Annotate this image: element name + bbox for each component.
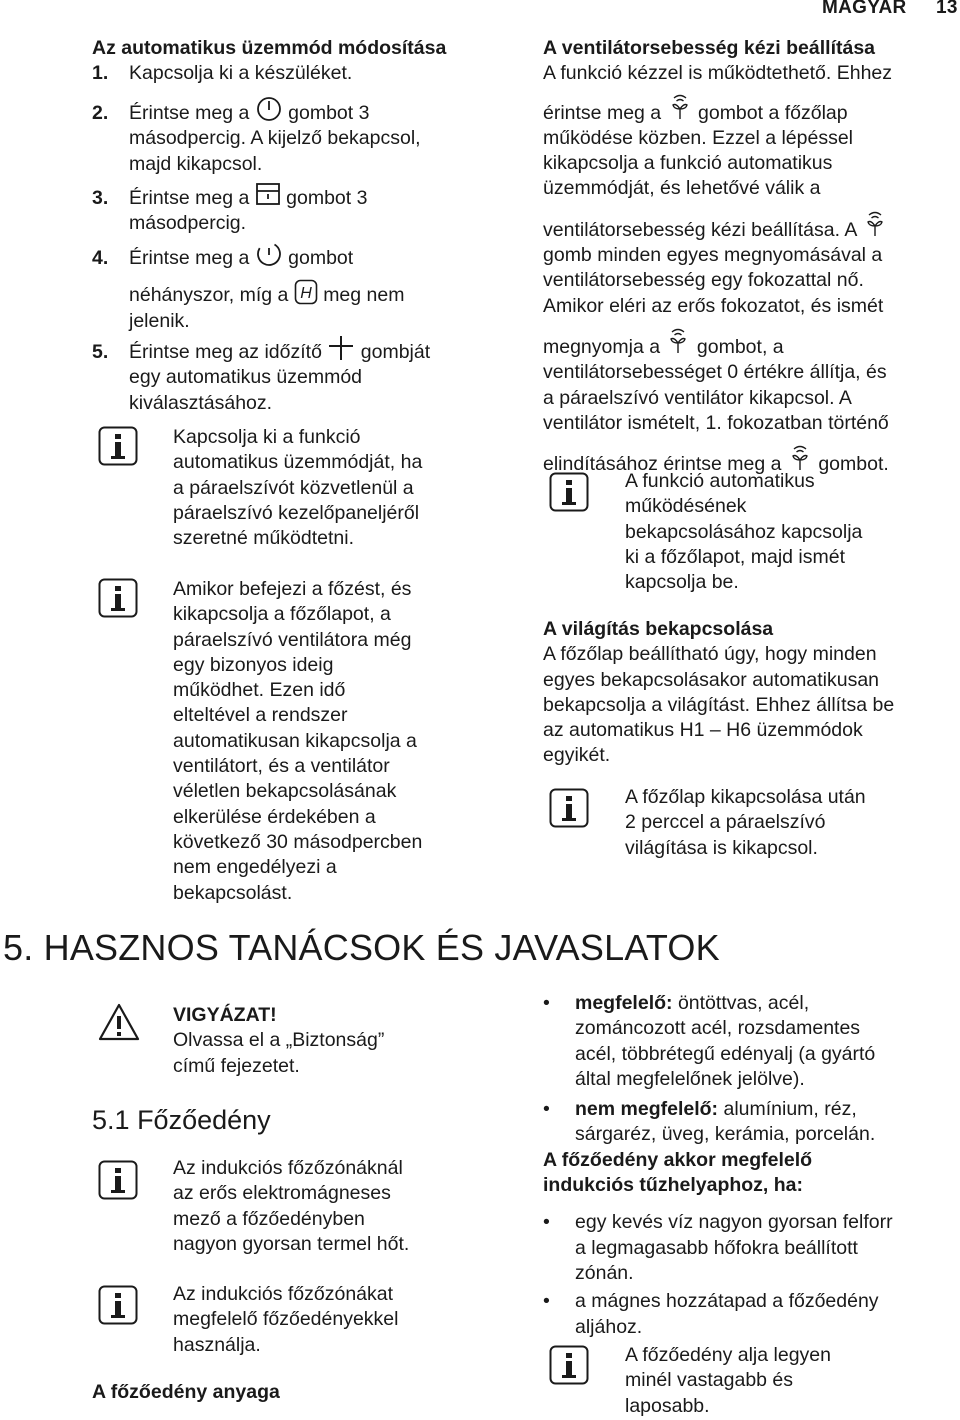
steps-list: [92, 61, 492, 86]
info-icon: [549, 1345, 589, 1385]
step-5: 5. Érintse meg az időzítő gombját egy automatikus üzemmód kiválasztásához.: [92, 334, 512, 416]
light-section: A világítás bekapcsolása A főzőlap beállítható úgy, hogy minden egyes bekapcsolásakor automatikusan bekapcsolja a világítást. Ehhez állítsa be az automatikus H1 – H6 üzemmódok egyikét.: [543, 618, 895, 767]
info-note-cookware: Az indukciós főzőzónákat megfelelő főzőedényekkel használja.: [173, 1283, 399, 1356]
warning-icon: [97, 1002, 141, 1042]
auto-mode-icon: [255, 240, 283, 268]
section-title: 5. HASZNOS TANÁCSOK ÉS JAVASLATOK: [3, 927, 720, 968]
info-note-auto-reset: A funkció automatikus működésének bekapcsolásához kapcsolja ki a főzőlapot, majd ismét kapcsolja be.: [625, 470, 863, 594]
material-list: • megfelelő: öntöttvas, acél, zománcozott acél, rozsdamentes acél, többrétegű edényalj (a gyártó által megfelelőnek jelölve). • nem megfelelő: alumínium, réz, sárgaréz, üveg, kerámia, porcelán. A főzőedény akkor megfelelő indukciós tűzhelyaphoz, ha: • egy kevés víz nagyon gyorsan felforr a legmagasabb hőfokra beállított zónán. • a mágnes hozzátapad a főzőedény aljához.: [543, 991, 958, 1340]
material-heading: A főzőedény anyaga: [92, 1381, 280, 1403]
list-item: • megfelelő: öntöttvas, acél, zománcozott acél, rozsdamentes acél, többrétegű edényalj (a gyártó által megfelelőnek jelölve).: [543, 992, 876, 1090]
info-note-fan-off: Amikor befejezi a főzést, és kikapcsolja a főzőlapot, a páraelszívó ventilátora még egy bizonyos ideig működhet. Ezen idő elteltével a rendszer automatikusan kikapcsolja a ventilátort, és a ventilátor véletlen bekapcsolásának elkerülése érdekében a következő 30 másodpercben nem engedélyezi a bekapcsolást.: [173, 578, 423, 904]
header-language: MAGYAR: [822, 0, 907, 18]
info-note-induction: Az indukciós főzőzónáknál az erős elektromágneses mező a főzőedényben nagyon gyorsan termel hőt.: [173, 1157, 410, 1255]
info-icon: [549, 788, 589, 828]
fan-icon: [665, 327, 691, 357]
info-note-bottom: A főzőedény alja legyen minél vastagabb és laposabb.: [625, 1344, 831, 1417]
info-note-auto-mode: Kapcsolja ki a funkció automatikus üzemmódját, ha a páraelszívót közvetlenül a páraelszívó kezelőpaneljéről szeretné működtetni.: [173, 426, 423, 550]
info-icon: [98, 1285, 138, 1325]
info-icon: [98, 426, 138, 466]
lock-icon: [255, 180, 281, 208]
fan-icon: [862, 210, 888, 240]
svg-text:H: H: [299, 285, 312, 303]
subsection-title: 5.1 Főzőedény: [92, 1105, 271, 1135]
step-1: 1. Kapcsolja ki a készüléket.: [92, 62, 353, 84]
step-2: 2. Érintse meg a gombot 3 másodpercig. A kijelző bekapcsol, majd kikapcsol.: [92, 95, 492, 177]
step-4: 4. Érintse meg a gombot néhányszor, míg a H meg nem jelenik.: [92, 240, 492, 334]
info-icon: [98, 578, 138, 618]
list-item: • egy kevés víz nagyon gyorsan felforr a legmagasabb hőfokra beállított zónán.: [543, 1211, 893, 1284]
step-3: 3. Érintse meg a gombot 3 másodpercig.: [92, 180, 492, 237]
h-display-icon: [294, 279, 318, 305]
info-note-light-off: A főzőlap kikapcsolása után 2 perccel a páraelszívó világítása is kikapcsol.: [625, 786, 866, 859]
info-icon: [98, 1160, 138, 1200]
warning-note: VIGYÁZAT! Olvassa el a „Biztonság” című fejezetet.: [173, 1004, 385, 1077]
fan-icon: [667, 93, 693, 123]
auto-mode-heading: Az automatikus üzemmód módosítása: [92, 37, 447, 59]
fan-manual-section: A ventilátorsebesség kézi beállítása A funkció kézzel is működtethető. Ehhez érintse meg a gombot a főzőlap működése közben. Ezzel a lépéssel kikapcsolja a funkció automatikus üzemmódját, és lehetővé válik a ventilátorsebesség kézi beállítása. A gomb minden egyes megnyomásával a ventilátorsebesség egy fokozattal nő. Amikor eléri az erős fokozatot, és ismét megnyomja a gombot, a ventilátorsebességet 0 értékre állítja, és a páraelszívó ventilátor kikapcsol. A ventilátor ismételt, 1. fokozatban történő elindításához érintse meg a gombot.: [543, 37, 893, 476]
power-icon: [255, 95, 283, 123]
page-number: 13: [936, 0, 958, 18]
list-item: • nem megfelelő: alumínium, réz, sárgaréz, üveg, kerámia, porcelán.: [543, 1098, 876, 1146]
list-item: • a mágnes hozzátapad a főzőedény aljához.: [543, 1290, 879, 1338]
plus-icon: [327, 334, 355, 362]
info-icon: [549, 472, 589, 512]
